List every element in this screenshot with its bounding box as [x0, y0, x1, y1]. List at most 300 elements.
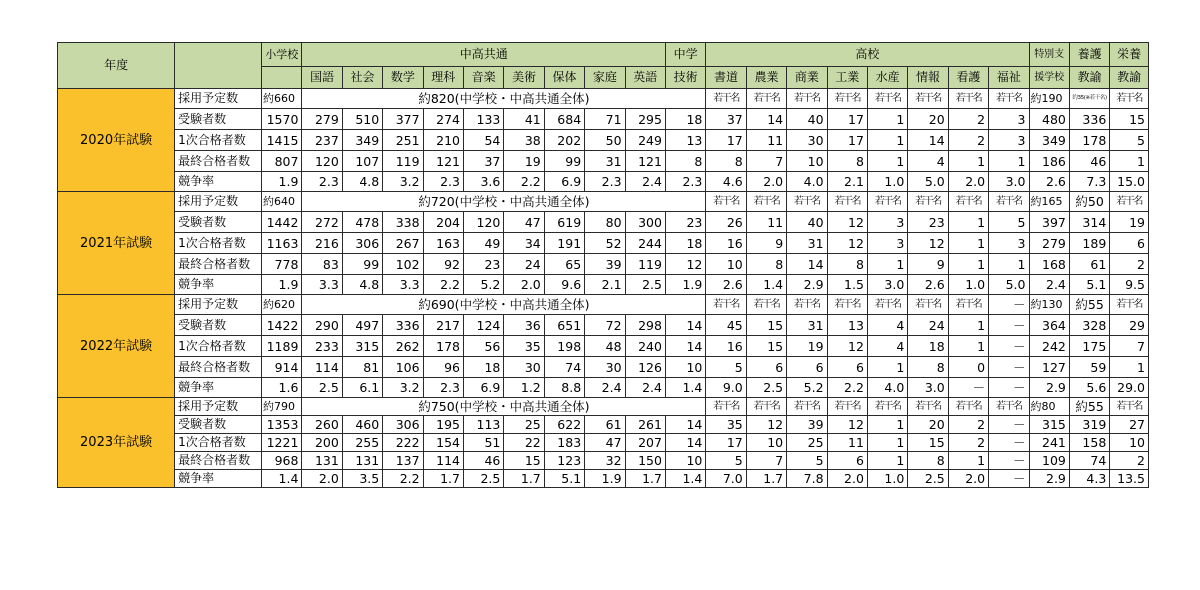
- stat-cell: 2.4: [1029, 275, 1069, 295]
- stat-cell: 10: [706, 254, 746, 275]
- stat-cell: 8: [908, 357, 948, 378]
- stat-cell: 1: [989, 151, 1029, 172]
- stat-cell: 1.2: [504, 378, 544, 398]
- stat-row: [58, 254, 1149, 275]
- stat-cell: 1.7: [423, 470, 463, 488]
- stat-cell: 1570: [262, 109, 302, 130]
- stat-cell: 2.9: [1029, 470, 1069, 488]
- stat-cell: 124: [463, 315, 503, 336]
- stat-cell: 7.3: [1069, 172, 1109, 192]
- row-label: 採用予定数: [175, 398, 262, 416]
- subject-header: 理科: [423, 67, 463, 89]
- stat-cell: 46: [463, 452, 503, 470]
- subject-header: 国語: [302, 67, 342, 89]
- stat-cell: 175: [1069, 336, 1109, 357]
- stat-cell: －: [989, 416, 1029, 434]
- stat-cell: 1.6: [262, 378, 302, 398]
- stat-cell: 15: [746, 315, 786, 336]
- stat-cell: 9: [746, 233, 786, 254]
- stat-cell: 4.0: [867, 378, 907, 398]
- stat-cell: 778: [262, 254, 302, 275]
- stat-cell: 137: [383, 452, 423, 470]
- row-label: 競争率: [175, 470, 262, 488]
- stat-cell: 233: [302, 336, 342, 357]
- stat-cell: 52: [585, 233, 625, 254]
- stat-cell: 38: [504, 130, 544, 151]
- stat-cell: 1: [1110, 151, 1149, 172]
- stat-cell: 2.0: [746, 172, 786, 192]
- stat-cell: 251: [383, 130, 423, 151]
- stat-cell: 1: [867, 130, 907, 151]
- stat-cell: 61: [1069, 254, 1109, 275]
- stat-cell: 12: [827, 233, 867, 254]
- stat-cell: 1.4: [665, 378, 705, 398]
- row-label: 受験者数: [175, 212, 262, 233]
- stat-cell: 14: [787, 254, 827, 275]
- stat-cell: 914: [262, 357, 302, 378]
- row-label: 競争率: [175, 172, 262, 192]
- stat-cell: 1221: [262, 434, 302, 452]
- stat-cell: 3.0: [908, 378, 948, 398]
- plan-eiyo: 若干名: [1110, 295, 1149, 315]
- stat-cell: 109: [1029, 452, 1069, 470]
- stat-cell: 651: [544, 315, 584, 336]
- stat-row: [58, 470, 1149, 488]
- row-label: 受験者数: [175, 315, 262, 336]
- stat-cell: 2: [948, 434, 988, 452]
- stat-cell: 338: [383, 212, 423, 233]
- stat-cell: 1: [1110, 357, 1149, 378]
- stat-cell: 1.9: [262, 172, 302, 192]
- stat-cell: 24: [504, 254, 544, 275]
- stat-cell: －: [948, 378, 988, 398]
- stat-cell: 2.6: [1029, 172, 1069, 192]
- plan-chuko: 約820(中学校・中高共通全体): [302, 89, 706, 109]
- stat-cell: 178: [1069, 130, 1109, 151]
- stat-cell: 6.9: [544, 172, 584, 192]
- stat-cell: 178: [423, 336, 463, 357]
- exam-statistics-table: [57, 42, 1149, 488]
- plan-shogakko: 約660: [262, 89, 302, 109]
- year-label: 2023年試験: [58, 398, 175, 488]
- stat-cell: 133: [463, 109, 503, 130]
- stat-cell: 328: [1069, 315, 1109, 336]
- row-label: 採用予定数: [175, 89, 262, 109]
- stat-cell: 31: [787, 315, 827, 336]
- stat-cell: 10: [787, 151, 827, 172]
- year-label: 2020年試験: [58, 89, 175, 192]
- plan-koko-cell: 若干名: [787, 192, 827, 212]
- plan-shogakko: 約790: [262, 398, 302, 416]
- subject-header: 家庭: [585, 67, 625, 89]
- stat-cell: 1: [948, 151, 988, 172]
- stat-cell: 1: [948, 233, 988, 254]
- stat-cell: 210: [423, 130, 463, 151]
- stat-cell: 2.0: [827, 470, 867, 488]
- stat-cell: 262: [383, 336, 423, 357]
- stat-cell: 30: [787, 130, 827, 151]
- stat-cell: 1.9: [585, 470, 625, 488]
- stat-cell: 14: [746, 109, 786, 130]
- plan-koko-cell: 若干名: [908, 295, 948, 315]
- stat-cell: 3.5: [342, 470, 382, 488]
- stat-cell: 4.3: [1069, 470, 1109, 488]
- stat-cell: 54: [463, 130, 503, 151]
- stat-cell: 120: [463, 212, 503, 233]
- plan-koko-cell: 若干名: [867, 89, 907, 109]
- stat-cell: 5.1: [544, 470, 584, 488]
- year-header: 年度: [58, 43, 175, 89]
- plan-koko-cell: 若干名: [867, 295, 907, 315]
- stat-cell: 74: [1069, 452, 1109, 470]
- stat-cell: 13: [827, 315, 867, 336]
- eiyo-header-top: 栄養: [1110, 43, 1149, 67]
- stat-cell: 260: [302, 416, 342, 434]
- eiyo-header-bottom: 教諭: [1110, 67, 1149, 89]
- stat-cell: 2.5: [746, 378, 786, 398]
- stat-cell: 1: [867, 434, 907, 452]
- stat-cell: 6: [746, 357, 786, 378]
- stat-cell: 11: [746, 212, 786, 233]
- plan-koko-cell: 若干名: [706, 295, 746, 315]
- stat-cell: 242: [1029, 336, 1069, 357]
- stat-cell: 2.2: [827, 378, 867, 398]
- stat-cell: 460: [342, 416, 382, 434]
- stat-cell: 14: [665, 434, 705, 452]
- plan-koko-cell: 若干名: [989, 89, 1029, 109]
- stat-cell: 121: [625, 151, 665, 172]
- stat-cell: 2.3: [423, 172, 463, 192]
- stat-cell: 4.6: [706, 172, 746, 192]
- stat-cell: 200: [302, 434, 342, 452]
- stat-cell: 2.5: [625, 275, 665, 295]
- stat-cell: 32: [585, 452, 625, 470]
- stat-cell: 1.7: [625, 470, 665, 488]
- stat-cell: 131: [302, 452, 342, 470]
- stat-cell: 314: [1069, 212, 1109, 233]
- stat-cell: 3: [989, 233, 1029, 254]
- stat-cell: 14: [665, 315, 705, 336]
- stat-cell: 2.1: [827, 172, 867, 192]
- plan-koko-cell: 若干名: [827, 295, 867, 315]
- stat-cell: 9.6: [544, 275, 584, 295]
- row-label: 採用予定数: [175, 295, 262, 315]
- stat-cell: －: [989, 470, 1029, 488]
- stat-row: [58, 434, 1149, 452]
- stat-cell: 46: [1069, 151, 1109, 172]
- stat-cell: 478: [342, 212, 382, 233]
- stat-cell: 45: [706, 315, 746, 336]
- stat-cell: 5: [989, 212, 1029, 233]
- plan-tokubetsu: 約80: [1029, 398, 1069, 416]
- stat-cell: 3.6: [463, 172, 503, 192]
- stat-cell: 4.8: [342, 172, 382, 192]
- stat-cell: 119: [625, 254, 665, 275]
- stat-cell: 12: [665, 254, 705, 275]
- plan-koko-cell: 若干名: [706, 398, 746, 416]
- stat-cell: 397: [1029, 212, 1069, 233]
- stat-cell: 619: [544, 212, 584, 233]
- stat-cell: 17: [706, 130, 746, 151]
- stat-cell: 0: [948, 357, 988, 378]
- stat-cell: 15: [746, 336, 786, 357]
- stat-cell: 2.5: [463, 470, 503, 488]
- stat-cell: 26: [706, 212, 746, 233]
- stat-cell: －: [989, 315, 1029, 336]
- stat-cell: 20: [908, 416, 948, 434]
- stat-cell: 5.1: [1069, 275, 1109, 295]
- stat-cell: 300: [625, 212, 665, 233]
- stat-cell: 2: [1110, 452, 1149, 470]
- plan-koko-cell: 若干名: [787, 89, 827, 109]
- chugaku-header: 中学: [665, 43, 705, 67]
- stat-cell: 36: [504, 315, 544, 336]
- stat-cell: 23: [463, 254, 503, 275]
- stat-cell: 1.5: [827, 275, 867, 295]
- stat-cell: 59: [1069, 357, 1109, 378]
- stat-cell: 1.0: [867, 172, 907, 192]
- yogo-header-top: 養護: [1069, 43, 1109, 67]
- stat-cell: 377: [383, 109, 423, 130]
- stat-cell: 1: [867, 254, 907, 275]
- stat-cell: 5: [787, 452, 827, 470]
- stat-cell: 10: [665, 452, 705, 470]
- stat-cell: 30: [504, 357, 544, 378]
- stat-cell: 17: [827, 130, 867, 151]
- stat-cell: 20: [908, 109, 948, 130]
- stat-row: [58, 336, 1149, 357]
- subject-header: 水産: [867, 67, 907, 89]
- stat-row: [58, 172, 1149, 192]
- plan-koko-cell: 若干名: [746, 398, 786, 416]
- stat-cell: 336: [383, 315, 423, 336]
- stat-cell: 1415: [262, 130, 302, 151]
- stat-cell: 35: [504, 336, 544, 357]
- stat-cell: 1: [948, 315, 988, 336]
- plan-eiyo: 若干名: [1110, 398, 1149, 416]
- stat-cell: 4: [867, 336, 907, 357]
- stat-cell: 3.3: [302, 275, 342, 295]
- stat-cell: 684: [544, 109, 584, 130]
- stat-cell: 279: [1029, 233, 1069, 254]
- stat-cell: 107: [342, 151, 382, 172]
- stat-cell: 480: [1029, 109, 1069, 130]
- stat-cell: 319: [1069, 416, 1109, 434]
- plan-koko-cell: 若干名: [989, 398, 1029, 416]
- stat-cell: 127: [1029, 357, 1069, 378]
- stat-cell: 2.0: [504, 275, 544, 295]
- stat-cell: 2: [948, 109, 988, 130]
- stat-cell: 3: [989, 130, 1029, 151]
- stat-cell: 10: [1110, 434, 1149, 452]
- stat-cell: 168: [1029, 254, 1069, 275]
- stat-cell: 19: [787, 336, 827, 357]
- stat-cell: 261: [625, 416, 665, 434]
- plan-eiyo: 若干名: [1110, 89, 1149, 109]
- stat-cell: 240: [625, 336, 665, 357]
- stat-row: [58, 130, 1149, 151]
- stat-row: [58, 378, 1149, 398]
- stat-cell: 23: [908, 212, 948, 233]
- stat-cell: 12: [827, 416, 867, 434]
- stat-cell: 19: [1110, 212, 1149, 233]
- stat-cell: －: [989, 434, 1029, 452]
- stat-cell: 1: [867, 109, 907, 130]
- stat-cell: 5.2: [787, 378, 827, 398]
- stat-cell: 2.9: [1029, 378, 1069, 398]
- stat-cell: 51: [463, 434, 503, 452]
- stat-cell: 22: [504, 434, 544, 452]
- stat-cell: 49: [463, 233, 503, 254]
- stat-cell: 16: [706, 336, 746, 357]
- stat-cell: 1: [948, 254, 988, 275]
- stat-cell: 2: [948, 416, 988, 434]
- stat-cell: 195: [423, 416, 463, 434]
- stat-cell: －: [989, 357, 1029, 378]
- stat-cell: 1163: [262, 233, 302, 254]
- stat-cell: 1: [867, 151, 907, 172]
- stat-cell: 47: [585, 434, 625, 452]
- stat-cell: 2.0: [948, 172, 988, 192]
- stat-cell: 120: [302, 151, 342, 172]
- stat-cell: 15.0: [1110, 172, 1149, 192]
- plan-koko-cell: 若干名: [827, 192, 867, 212]
- stat-cell: 222: [383, 434, 423, 452]
- stat-cell: 37: [463, 151, 503, 172]
- stat-cell: 6: [787, 357, 827, 378]
- stat-cell: 2.3: [665, 172, 705, 192]
- stat-cell: 3: [867, 233, 907, 254]
- row-label: 1次合格者数: [175, 130, 262, 151]
- stat-cell: 17: [706, 434, 746, 452]
- stat-cell: 81: [342, 357, 382, 378]
- plan-koko-cell: 若干名: [948, 192, 988, 212]
- stat-cell: 1.7: [746, 470, 786, 488]
- stat-cell: 154: [423, 434, 463, 452]
- plan-koko-cell: 若干名: [827, 89, 867, 109]
- row-label: 最終合格者数: [175, 452, 262, 470]
- stat-cell: 1.9: [665, 275, 705, 295]
- stat-cell: 1: [948, 452, 988, 470]
- year-label: 2022年試験: [58, 295, 175, 398]
- plan-chuko: 約690(中学校・中高共通全体): [302, 295, 706, 315]
- plan-koko-cell: 若干名: [948, 89, 988, 109]
- plan-tokubetsu: 約130: [1029, 295, 1069, 315]
- stat-cell: 61: [585, 416, 625, 434]
- stat-cell: 295: [625, 109, 665, 130]
- stat-cell: 13: [665, 130, 705, 151]
- stat-cell: 113: [463, 416, 503, 434]
- stat-cell: 3.0: [867, 275, 907, 295]
- stat-cell: 34: [504, 233, 544, 254]
- stat-cell: 48: [585, 336, 625, 357]
- row-label: 最終合格者数: [175, 357, 262, 378]
- stat-cell: 1.4: [665, 470, 705, 488]
- subject-header: 保体: [544, 67, 584, 89]
- stat-cell: 99: [342, 254, 382, 275]
- subject-header: 福祉: [989, 67, 1029, 89]
- stat-cell: 5.0: [908, 172, 948, 192]
- stat-cell: 349: [342, 130, 382, 151]
- stat-cell: 5.6: [1069, 378, 1109, 398]
- stat-cell: 6: [1110, 233, 1149, 254]
- stat-row: [58, 233, 1149, 254]
- year-label: 2021年試験: [58, 192, 175, 295]
- subject-header: 情報: [908, 67, 948, 89]
- subject-header: 農業: [746, 67, 786, 89]
- stat-cell: 189: [1069, 233, 1109, 254]
- plan-koko-cell: 若干名: [948, 398, 988, 416]
- stat-cell: 2.3: [423, 378, 463, 398]
- subject-header: 看護: [948, 67, 988, 89]
- stat-cell: 15: [504, 452, 544, 470]
- stat-cell: 10: [665, 357, 705, 378]
- stat-cell: 306: [342, 233, 382, 254]
- plan-koko-cell: 若干名: [908, 89, 948, 109]
- plan-yogo: 約55: [1069, 398, 1109, 416]
- stat-cell: 1.4: [262, 470, 302, 488]
- stat-cell: 267: [383, 233, 423, 254]
- stat-cell: 8: [827, 151, 867, 172]
- plan-koko-cell: －: [989, 295, 1029, 315]
- plan-koko-cell: 若干名: [827, 398, 867, 416]
- plan-yogo: 約55: [1069, 295, 1109, 315]
- plan-tokubetsu: 約165: [1029, 192, 1069, 212]
- stat-cell: 1.7: [504, 470, 544, 488]
- stat-cell: 217: [423, 315, 463, 336]
- stat-cell: 8.8: [544, 378, 584, 398]
- stat-cell: 25: [504, 416, 544, 434]
- stat-cell: 74: [544, 357, 584, 378]
- stat-cell: 8: [827, 254, 867, 275]
- plan-shogakko: 約620: [262, 295, 302, 315]
- stat-cell: 119: [383, 151, 423, 172]
- stat-cell: 1: [948, 336, 988, 357]
- stat-cell: 30: [585, 357, 625, 378]
- stat-cell: 2.1: [585, 275, 625, 295]
- stat-cell: 7: [746, 452, 786, 470]
- stat-cell: 18: [665, 233, 705, 254]
- stat-cell: 15: [908, 434, 948, 452]
- stat-cell: 9: [908, 254, 948, 275]
- stat-cell: 40: [787, 212, 827, 233]
- plan-koko-cell: 若干名: [746, 295, 786, 315]
- stat-cell: 6: [827, 452, 867, 470]
- stat-row: [58, 357, 1149, 378]
- stat-cell: 2.2: [383, 470, 423, 488]
- stat-cell: 14: [665, 416, 705, 434]
- subject-header: 工業: [827, 67, 867, 89]
- stat-cell: 1: [989, 254, 1029, 275]
- stat-cell: 11: [746, 130, 786, 151]
- subject-header: 英語: [625, 67, 665, 89]
- stat-cell: 10: [746, 434, 786, 452]
- stat-cell: 7: [746, 151, 786, 172]
- stat-cell: 5: [706, 357, 746, 378]
- row-label: 1次合格者数: [175, 434, 262, 452]
- stat-cell: 207: [625, 434, 665, 452]
- stat-cell: 2.3: [585, 172, 625, 192]
- stat-cell: 17: [827, 109, 867, 130]
- stat-cell: 1.9: [262, 275, 302, 295]
- stat-cell: 1422: [262, 315, 302, 336]
- stat-cell: 364: [1029, 315, 1069, 336]
- stat-cell: 56: [463, 336, 503, 357]
- row-label: 最終合格者数: [175, 151, 262, 172]
- stat-cell: 16: [706, 233, 746, 254]
- stat-cell: 2: [1110, 254, 1149, 275]
- stat-cell: 2.2: [423, 275, 463, 295]
